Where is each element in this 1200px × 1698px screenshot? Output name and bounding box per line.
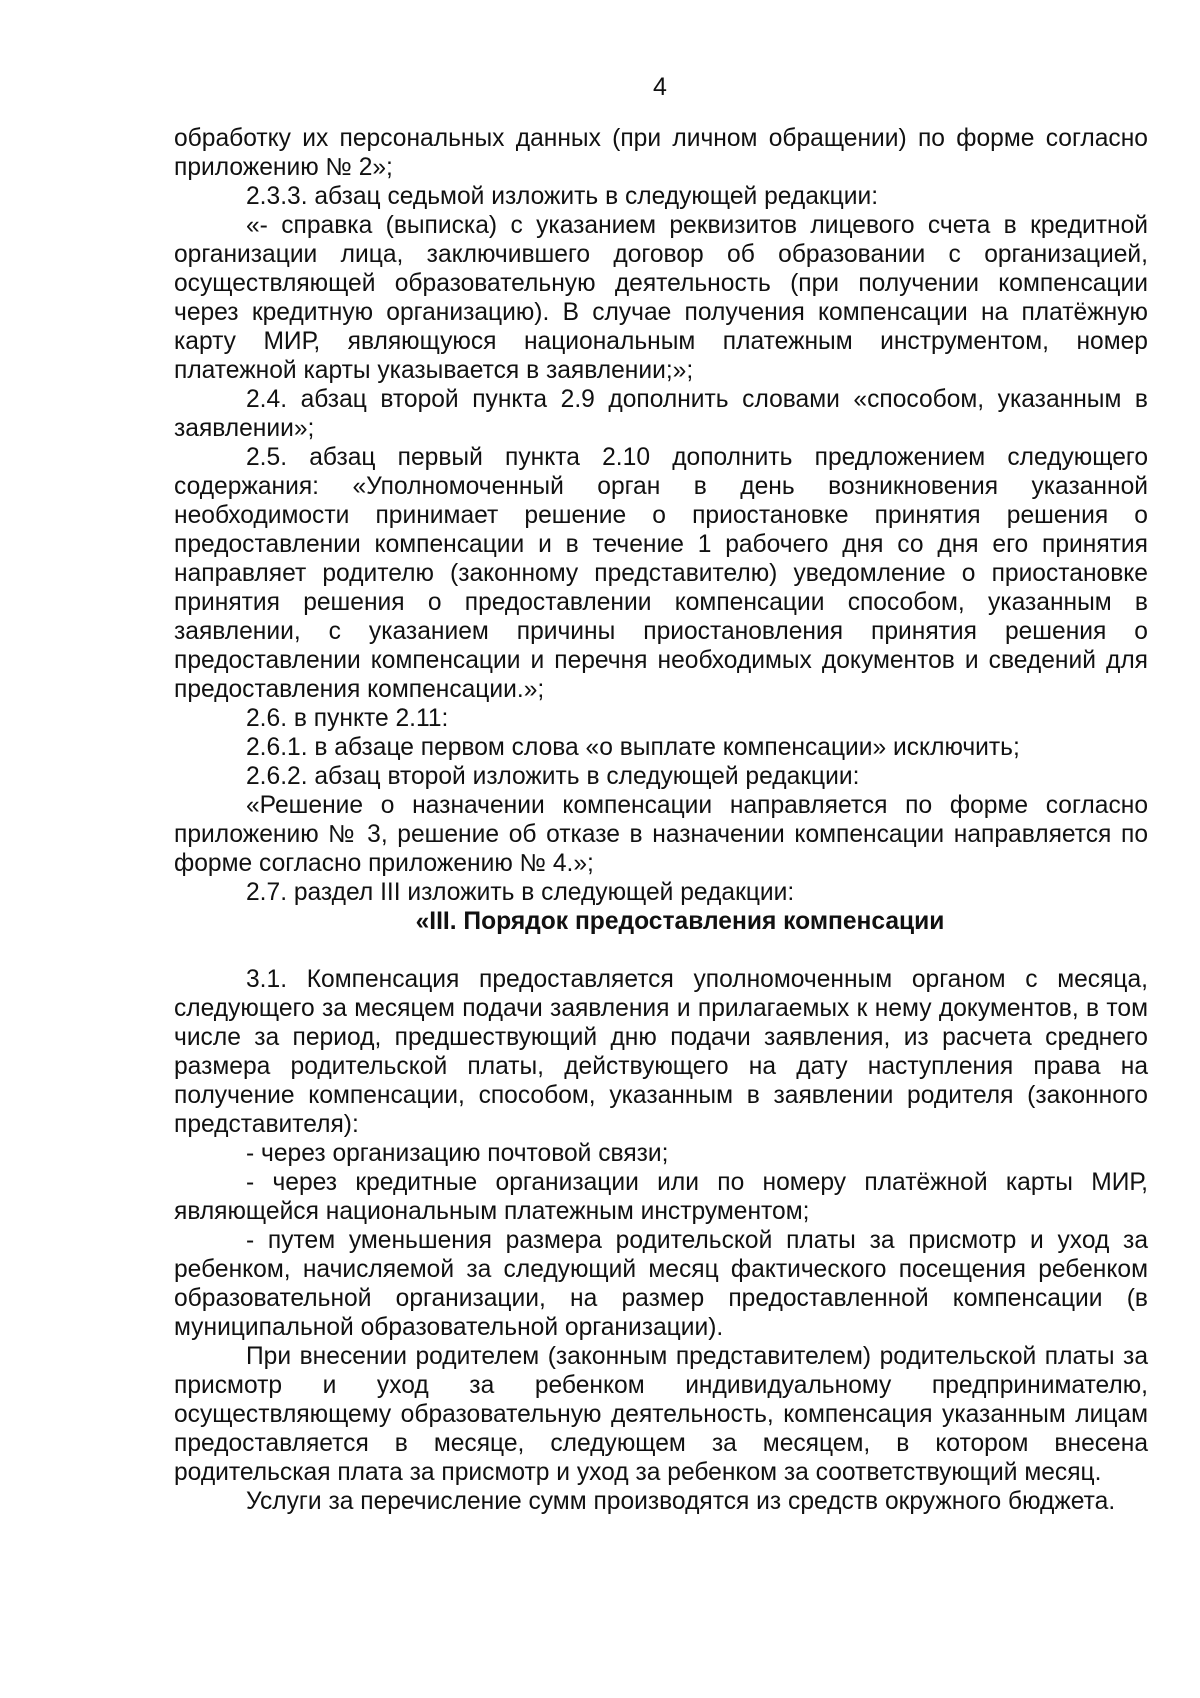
paragraph-2-5: 2.5. абзац первый пункта 2.10 дополнить предложением следующего содержания: «Уполномоченный орган в день возникновения указанной необходимости принимает решение о приостановке принятия решения о предоставлении компенсации и в течение 1 рабочего дня со дня его принятия направляет родителю (законному представителю) уведомление о приостановке принятия решения о предоставлении компенсации способом, указанным в заявлении, с указанием причины приостановления принятия решения о предоставлении компенсации и перечня необходимых документов и сведений для предоставления компенсации.»; [174, 444, 1148, 703]
list-item-credit: - через кредитные организации или по номеру платёжной карты МИР, являющейся национальным платежным инструментом; [174, 1169, 1148, 1225]
paragraph-entrepreneur: При внесении родителем (законным представителем) родительской платы за присмотр и уход за ребенком индивидуальному предпринимателю, осуществляющему образовательную деятельность, компенсация указанным лицам предоставляется в месяце, следующем за месяцем, в котором внесена родительская плата за присмотр и уход за ребенком за соответствующий месяц. [174, 1343, 1148, 1486]
paragraph-budget: Услуги за перечисление сумм производятся из средств окружного бюджета. [246, 1488, 1116, 1515]
paragraph-certificate-clause: «- справка (выписка) с указанием реквизитов лицевого счета в кредитной организации лица, заключившего договор об образовании с организацией, осуществляющей образовательную деятельность (при получении компенсации через кредитную организацию). В случае получения компенсации на платёжную карту МИР, являющуюся национальным платежным инструментом, номер платежной карты указывается в заявлении;»; [174, 212, 1148, 384]
paragraph-2-3-3: 2.3.3. абзац седьмой изложить в следующей редакции: [246, 183, 879, 210]
paragraph-2-7: 2.7. раздел III изложить в следующей редакции: [246, 879, 795, 906]
page-number: 4 [653, 73, 667, 101]
section-spacer [174, 936, 1148, 965]
section-heading: «III. Порядок предоставления компенсации [415, 908, 945, 935]
paragraph-2-4: 2.4. абзац второй пункта 2.9 дополнить словами «способом, указанным в заявлении»; [174, 386, 1148, 442]
paragraph-2-6-1: 2.6.1. в абзаце первом слова «о выплате компенсации» исключить; [246, 734, 1020, 761]
document-body [174, 124, 1148, 1516]
paragraph-decision-clause: «Решение о назначении компенсации направляется по форме согласно приложению № 3, решение об отказе в назначении компенсации направляется по форме согласно приложению № 4.»; [174, 792, 1148, 877]
paragraph-continuation: обработку их персональных данных (при личном обращении) по форме согласно приложению № 2»; [174, 125, 1148, 181]
list-item-reduction: - путем уменьшения размера родительской платы за присмотр и уход за ребенком, начисляемой за следующий месяц фактического посещения ребенком образовательной организации, на размер предоставленной компенсации (в муниципальной образовательной организации). [174, 1227, 1148, 1341]
paragraph-2-6: 2.6. в пункте 2.11: [246, 705, 449, 732]
paragraph-2-6-2: 2.6.2. абзац второй изложить в следующей редакции: [246, 763, 860, 790]
list-item-postal: - через организацию почтовой связи; [246, 1140, 669, 1167]
paragraph-3-1: 3.1. Компенсация предоставляется уполномоченным органом с месяца, следующего за месяцем подачи заявления и прилагаемых к нему документов, в том числе за период, предшествующий дню подачи заявления, из расчета среднего размера родительской платы, действующего на дату наступления права на получение компенсации, способом, указанным в заявлении родителя (законного представителя): [174, 966, 1148, 1138]
